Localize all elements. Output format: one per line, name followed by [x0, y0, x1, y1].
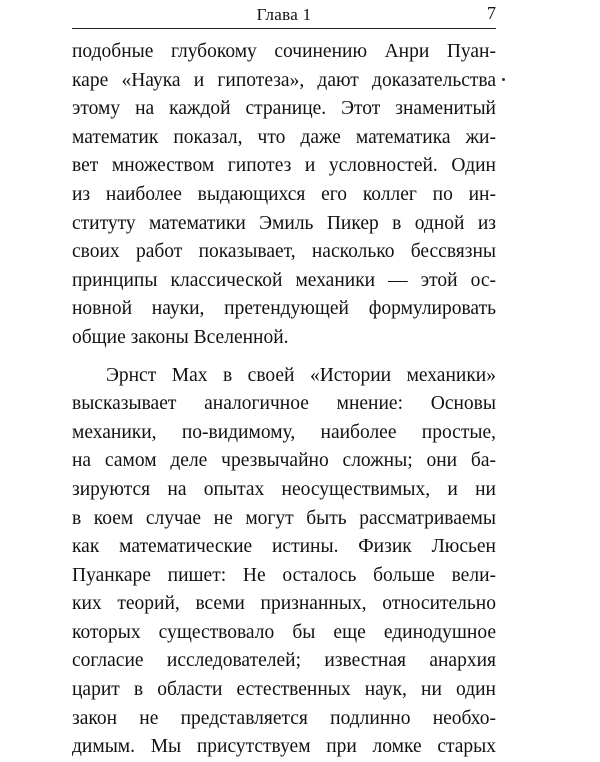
- text-line: димым. Мы присутствуем при ломке старых: [72, 736, 496, 758]
- text-line: на самом деле чрезвычайно сложны; они ба-: [72, 450, 496, 472]
- text-line: высказывает аналогичное мнение: Основы: [72, 393, 496, 415]
- text-line: каре «Наука и гипотеза», дают доказательства: [72, 69, 496, 91]
- text-line: ких теорий, всеми признанных, относительно: [72, 593, 496, 615]
- text-line: которых существовало бы еще единодушное: [72, 621, 496, 643]
- ink-speck: [502, 78, 505, 81]
- text-line: общие законы Вселенной.: [72, 326, 289, 348]
- text-line: ституту математики Эмиль Пикер в одной из: [72, 212, 496, 234]
- running-header: [72, 2, 496, 29]
- text-line: закон не представляется подлинно необхо-: [72, 707, 496, 729]
- text-line: принципы классической механики — этой ос-: [72, 269, 496, 291]
- text-line: из наиболее выдающихся его коллег по ин-: [72, 183, 496, 205]
- body-text: [72, 38, 496, 762]
- text-line: как математические истины. Физик Люсьен: [72, 536, 496, 558]
- text-line: зируются на опытах неосуществимых, и ни: [72, 478, 496, 500]
- text-line: Пуанкаре пишет: Не осталось больше вели-: [72, 564, 496, 586]
- text-line: вет множеством гипотез и условностей. Один: [72, 155, 496, 177]
- text-line: математик показал, что даже математика жи-: [72, 126, 496, 148]
- paragraph-gap: [72, 353, 496, 362]
- text-line: своих работ показывает, насколько бессвязны: [72, 241, 496, 263]
- chapter-title: Глава 1: [256, 5, 312, 24]
- text-line: согласие исследователей; известная анархия: [72, 650, 496, 672]
- text-line: Эрнст Мах в своей «Истории механики»: [106, 364, 496, 386]
- text-line: царит в области естественных наук, ни один: [72, 679, 496, 701]
- text-line: этому на каждой странице. Этот знаменитый: [72, 98, 496, 120]
- text-line: в коем случае не могут быть рассматриваемы: [72, 507, 496, 529]
- text-line: механики, по-видимому, наиболее простые,: [72, 421, 496, 443]
- text-line: новной науки, претендующей формулировать: [72, 298, 496, 320]
- page-number: 7: [487, 3, 496, 23]
- text-line: подобные глубокому сочинению Анри Пуан-: [72, 41, 496, 62]
